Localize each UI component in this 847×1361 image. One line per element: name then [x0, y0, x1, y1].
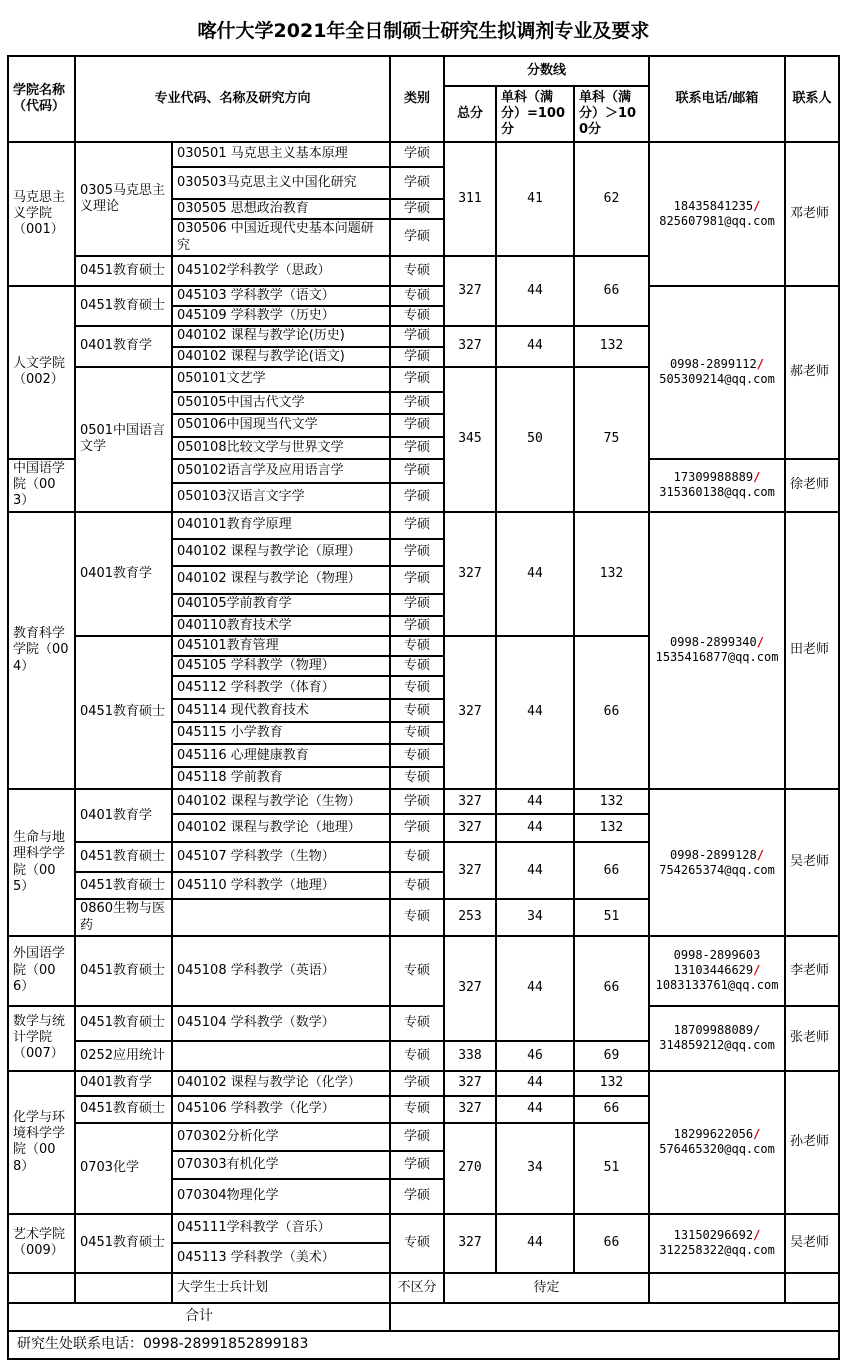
major-name-cell [172, 1041, 390, 1071]
contact-phone [654, 1228, 780, 1243]
score-single-100-cell: 46 [496, 1041, 574, 1071]
header-score-line: 分数线 [444, 56, 649, 86]
contact-person-cell: 张老师 [785, 1006, 839, 1071]
major-group-cell: 0401教育学 [75, 1071, 172, 1096]
score-single-100-cell: 34 [496, 899, 574, 936]
major-name-cell: 070302分析化学 [172, 1123, 390, 1151]
contact-person-cell: 吴老师 [785, 1214, 839, 1273]
score-single-100-cell: 44 [496, 789, 574, 814]
red-slash: / [753, 198, 761, 213]
phone-number: 0998-2899112 [670, 357, 757, 372]
red-slash: / [753, 963, 761, 978]
red-slash: / [753, 1228, 761, 1243]
major-name-cell: 045102学科教学（思政） [172, 256, 390, 286]
header-score-single-eq100: 单科（满分）=100分 [496, 86, 574, 142]
category-cell: 专硕 [390, 256, 444, 286]
major-name-cell: 030505 思想政治教育 [172, 199, 390, 219]
header-major: 专业代码、名称及研究方向 [75, 56, 390, 142]
major-name-cell: 045110 学科教学（地理） [172, 872, 390, 899]
contact-person-cell: 吴老师 [785, 789, 839, 936]
empty-cell [8, 1273, 75, 1303]
major-group-cell: 0401教育学 [75, 326, 172, 367]
category-cell: 学硕 [390, 1123, 444, 1151]
major-name-cell: 045109 学科教学（历史） [172, 306, 390, 326]
category-cell: 学硕 [390, 367, 444, 392]
score-total-cell: 327 [444, 789, 496, 814]
score-pending-cell: 待定 [444, 1273, 649, 1303]
category-cell: 学硕 [390, 142, 444, 167]
major-name-cell: 040102 课程与教学论（地理） [172, 814, 390, 842]
major-name-cell: 045112 学科教学（体育） [172, 676, 390, 699]
major-name-cell: 050102语言学及应用语言学 [172, 459, 390, 483]
category-cell: 学硕 [390, 616, 444, 636]
college-cell: 人文学院（002） [8, 286, 75, 459]
category-cell: 专硕 [390, 842, 444, 872]
red-slash: / [756, 635, 764, 650]
grad-office-note-cell: 研究生处联系电话：0998-28991852899183 [8, 1331, 839, 1359]
score-total-cell: 338 [444, 1041, 496, 1071]
empty-person-cell [785, 1273, 839, 1303]
contact-cell [649, 936, 785, 1006]
major-name-cell: 070304物理化学 [172, 1179, 390, 1214]
category-cell: 专硕 [390, 636, 444, 656]
header-contact: 联系电话/邮箱 [649, 56, 785, 142]
major-name-cell: 050108比较文学与世界文学 [172, 437, 390, 459]
red-slash: / [756, 357, 764, 372]
category-cell: 专硕 [390, 744, 444, 767]
major-name-cell: 040102 课程与教学论（化学） [172, 1071, 390, 1096]
category-cell: 学硕 [390, 219, 444, 256]
category-cell: 学硕 [390, 199, 444, 219]
category-cell: 学硕 [390, 539, 444, 566]
major-name-cell: 050103汉语言文字学 [172, 483, 390, 512]
contact-cell [649, 459, 785, 512]
score-single-gt100-cell: 51 [574, 1123, 649, 1214]
empty-cell [75, 1273, 172, 1303]
contact-person-cell: 孙老师 [785, 1071, 839, 1214]
score-single-100-cell: 44 [496, 842, 574, 899]
score-total-cell: 327 [444, 1214, 496, 1273]
category-cell: 专硕 [390, 936, 444, 1006]
phone-number: 18299622056 [673, 1127, 754, 1142]
score-single-gt100-cell: 66 [574, 1096, 649, 1123]
score-single-gt100-cell: 75 [574, 367, 649, 512]
score-single-gt100-cell: 51 [574, 899, 649, 936]
score-total-cell: 327 [444, 814, 496, 842]
score-single-gt100-cell: 66 [574, 636, 649, 790]
major-name-cell: 040102 课程与教学论（物理） [172, 566, 390, 594]
category-cell: 学硕 [390, 483, 444, 512]
category-cell: 学硕 [390, 414, 444, 437]
header-person: 联系人 [785, 56, 839, 142]
college-cell: 中国语学院（003） [8, 459, 75, 512]
contact-email: 754265374@qq.com [659, 862, 775, 877]
score-total-cell: 327 [444, 636, 496, 790]
score-single-gt100-cell: 132 [574, 512, 649, 636]
major-name-cell: 050106中国现当代文学 [172, 414, 390, 437]
phone-number: 0998-2899340 [670, 635, 757, 650]
score-single-100-cell: 44 [496, 814, 574, 842]
score-total-cell: 270 [444, 1123, 496, 1214]
score-total-cell: 327 [444, 1096, 496, 1123]
major-name-cell: 045115 小学教育 [172, 722, 390, 744]
adjustment-table [7, 55, 840, 1360]
category-cell: 专硕 [390, 699, 444, 722]
category-cell: 学硕 [390, 1179, 444, 1214]
major-name-cell: 045104 学科教学（数学） [172, 1006, 390, 1041]
phone-number: 13103446629 [673, 963, 754, 978]
major-name-cell: 045118 学前教育 [172, 767, 390, 789]
contact-person-cell: 郝老师 [785, 286, 839, 459]
score-single-100-cell: 41 [496, 142, 574, 256]
phone-number: 18435841235 [673, 198, 754, 213]
contact-cell [649, 1006, 785, 1071]
major-name-cell: 040101教育学原理 [172, 512, 390, 539]
category-cell: 学硕 [390, 392, 444, 414]
score-total-cell: 345 [444, 367, 496, 512]
contact-cell [649, 512, 785, 790]
score-single-100-cell: 44 [496, 636, 574, 790]
contact-phone [654, 199, 780, 214]
score-total-cell: 327 [444, 936, 496, 1041]
major-group-cell: 0451教育硕士 [75, 1214, 172, 1273]
phone-number: 17309988889 [673, 470, 754, 485]
contact-person-cell: 邓老师 [785, 142, 839, 286]
category-cell: 专硕 [390, 656, 444, 676]
score-single-gt100-cell: 69 [574, 1041, 649, 1071]
college-cell: 马克思主义学院（001） [8, 142, 75, 286]
contact-phone [654, 848, 780, 863]
major-group-cell: 0451教育硕士 [75, 1006, 172, 1041]
category-cell: 专硕 [390, 1006, 444, 1041]
category-cell: 专硕 [390, 1041, 444, 1071]
header-college: 学院名称（代码） [8, 56, 75, 142]
contact-person-cell: 徐老师 [785, 459, 839, 512]
college-cell: 艺术学院（009） [8, 1214, 75, 1273]
category-cell: 学硕 [390, 566, 444, 594]
contact-phone [654, 1023, 780, 1038]
score-single-gt100-cell: 132 [574, 814, 649, 842]
major-group-cell: 0401教育学 [75, 512, 172, 636]
slash: / [753, 1023, 761, 1038]
contact-email: 312258322@qq.com [659, 1243, 775, 1258]
category-cell: 专硕 [390, 1096, 444, 1123]
major-group-cell: 0451教育硕士 [75, 256, 172, 286]
major-name-cell: 045114 现代教育技术 [172, 699, 390, 722]
college-cell: 数学与统计学院（007） [8, 1006, 75, 1071]
category-cell: 学硕 [390, 512, 444, 539]
score-single-gt100-cell: 66 [574, 256, 649, 327]
major-name-cell: 040105学前教育学 [172, 594, 390, 616]
contact-email: 315360138@qq.com [659, 485, 775, 500]
category-cell: 专硕 [390, 899, 444, 936]
major-group-cell: 0451教育硕士 [75, 636, 172, 790]
major-group-cell: 0451教育硕士 [75, 872, 172, 899]
contact-cell [649, 286, 785, 459]
major-group-cell: 0501中国语言文学 [75, 367, 172, 512]
category-cell: 不区分 [390, 1273, 444, 1303]
major-name-cell: 030506 中国近现代史基本问题研究 [172, 219, 390, 256]
category-cell: 学硕 [390, 789, 444, 814]
major-name-cell: 045106 学科教学（化学） [172, 1096, 390, 1123]
score-single-100-cell: 44 [496, 512, 574, 636]
contact-cell [649, 789, 785, 936]
score-total-cell: 327 [444, 512, 496, 636]
category-cell: 学硕 [390, 437, 444, 459]
major-group-cell: 0451教育硕士 [75, 842, 172, 872]
score-total-cell: 253 [444, 899, 496, 936]
score-single-100-cell: 44 [496, 256, 574, 327]
red-slash: / [753, 470, 761, 485]
college-cell: 教育科学学院（004） [8, 512, 75, 790]
empty-contact-cell [649, 1273, 785, 1303]
major-name-cell: 045108 学科教学（英语） [172, 936, 390, 1006]
document-page [0, 16, 847, 1360]
red-slash: / [756, 847, 764, 862]
major-name-cell: 045105 学科教学（物理） [172, 656, 390, 676]
major-name-cell: 030501 马克思主义基本原理 [172, 142, 390, 167]
contact-phone [654, 635, 780, 650]
major-name-cell: 030503马克思主义中国化研究 [172, 167, 390, 199]
contact-phone [654, 1127, 780, 1142]
contact-phone: 0998-2899603 [673, 948, 761, 963]
category-cell: 专硕 [390, 767, 444, 789]
category-cell: 学硕 [390, 347, 444, 367]
major-name-cell: 040102 课程与教学论(语文) [172, 347, 390, 367]
contact-email: 825607981@qq.com [659, 213, 775, 228]
major-name-cell: 040102 课程与教学论（原理） [172, 539, 390, 566]
contact-cell [649, 142, 785, 286]
major-name-cell: 040102 课程与教学论（生物） [172, 789, 390, 814]
header-category: 类别 [390, 56, 444, 142]
major-name-cell: 045101教育管理 [172, 636, 390, 656]
category-cell: 学硕 [390, 1151, 444, 1179]
soldier-plan-cell: 大学生士兵计划 [172, 1273, 390, 1303]
score-single-gt100-cell: 132 [574, 1071, 649, 1096]
college-cell: 生命与地理科学学院（005） [8, 789, 75, 936]
score-single-100-cell: 50 [496, 367, 574, 512]
contact-phone [654, 357, 780, 372]
category-cell: 学硕 [390, 459, 444, 483]
score-single-100-cell: 44 [496, 1071, 574, 1096]
contact-email: 505309214@qq.com [659, 372, 775, 387]
score-single-gt100-cell: 66 [574, 842, 649, 899]
header-score-total: 总分 [444, 86, 496, 142]
major-group-cell: 0451教育硕士 [75, 286, 172, 327]
contact-email: 1535416877@qq.com [655, 650, 779, 665]
major-name-cell: 045113 学科教学（美术） [172, 1243, 390, 1273]
major-group-cell: 0451教育硕士 [75, 936, 172, 1006]
score-single-gt100-cell: 66 [574, 1214, 649, 1273]
major-name-cell [172, 899, 390, 936]
major-name-cell: 040102 课程与教学论(历史) [172, 326, 390, 346]
score-single-100-cell: 44 [496, 326, 574, 367]
category-cell: 学硕 [390, 326, 444, 346]
phone-number: 0998-2899128 [670, 847, 757, 862]
score-single-100-cell: 44 [496, 1214, 574, 1273]
score-single-gt100-cell: 62 [574, 142, 649, 256]
category-cell: 专硕 [390, 722, 444, 744]
major-name-cell: 045116 心理健康教育 [172, 744, 390, 767]
total-label-cell: 合计 [8, 1303, 390, 1331]
category-cell: 专硕 [390, 872, 444, 899]
major-name-cell: 040110教育技术学 [172, 616, 390, 636]
college-cell: 化学与环境科学学院（008） [8, 1071, 75, 1214]
score-total-cell: 327 [444, 326, 496, 367]
major-name-cell: 070303有机化学 [172, 1151, 390, 1179]
contact-cell [649, 1071, 785, 1214]
major-group-cell: 0305马克思主义理论 [75, 142, 172, 256]
college-cell: 外国语学院（006） [8, 936, 75, 1006]
score-total-cell: 327 [444, 842, 496, 899]
major-group-cell: 0703化学 [75, 1123, 172, 1214]
page-title: 喀什大学2021年全日制硕士研究生拟调剂专业及要求 [197, 20, 650, 42]
category-cell: 专硕 [390, 286, 444, 306]
major-name-cell: 050105中国古代文学 [172, 392, 390, 414]
contact-phone [654, 470, 780, 485]
contact-cell [649, 1214, 785, 1273]
contact-email: 314859212@qq.com [659, 1038, 775, 1053]
header-score-single-gt100: 单科（满分）＞100分 [574, 86, 649, 142]
empty-cell [390, 1303, 839, 1331]
category-cell: 学硕 [390, 594, 444, 616]
major-group-cell: 0451教育硕士 [75, 1096, 172, 1123]
major-name-cell: 050101文艺学 [172, 367, 390, 392]
category-cell: 学硕 [390, 167, 444, 199]
contact-person-cell: 田老师 [785, 512, 839, 790]
category-cell: 学硕 [390, 814, 444, 842]
phone-number: 18709988089 [673, 1023, 754, 1038]
score-single-gt100-cell: 132 [574, 326, 649, 367]
category-cell: 学硕 [390, 1071, 444, 1096]
score-total-cell: 327 [444, 1071, 496, 1096]
major-group-cell: 0401教育学 [75, 789, 172, 842]
contact-email: 576465320@qq.com [659, 1142, 775, 1157]
contact-email: 1083133761@qq.com [655, 978, 779, 993]
category-cell: 专硕 [390, 1214, 444, 1273]
major-group-cell: 0860生物与医药 [75, 899, 172, 936]
major-name-cell: 045103 学科教学（语文） [172, 286, 390, 306]
contact-person-cell: 李老师 [785, 936, 839, 1006]
category-cell: 专硕 [390, 676, 444, 699]
phone-number: 13150296692 [673, 1228, 754, 1243]
score-total-cell: 327 [444, 256, 496, 327]
score-single-gt100-cell: 66 [574, 936, 649, 1041]
category-cell: 专硕 [390, 306, 444, 326]
score-single-gt100-cell: 132 [574, 789, 649, 814]
score-single-100-cell: 34 [496, 1123, 574, 1214]
major-name-cell: 045111学科教学（音乐） [172, 1214, 390, 1243]
score-total-cell: 311 [444, 142, 496, 256]
score-single-100-cell: 44 [496, 936, 574, 1041]
red-slash: / [753, 1127, 761, 1142]
contact-phone-2 [654, 963, 780, 978]
major-name-cell: 045107 学科教学（生物） [172, 842, 390, 872]
score-single-100-cell: 44 [496, 1096, 574, 1123]
major-group-cell: 0252应用统计 [75, 1041, 172, 1071]
